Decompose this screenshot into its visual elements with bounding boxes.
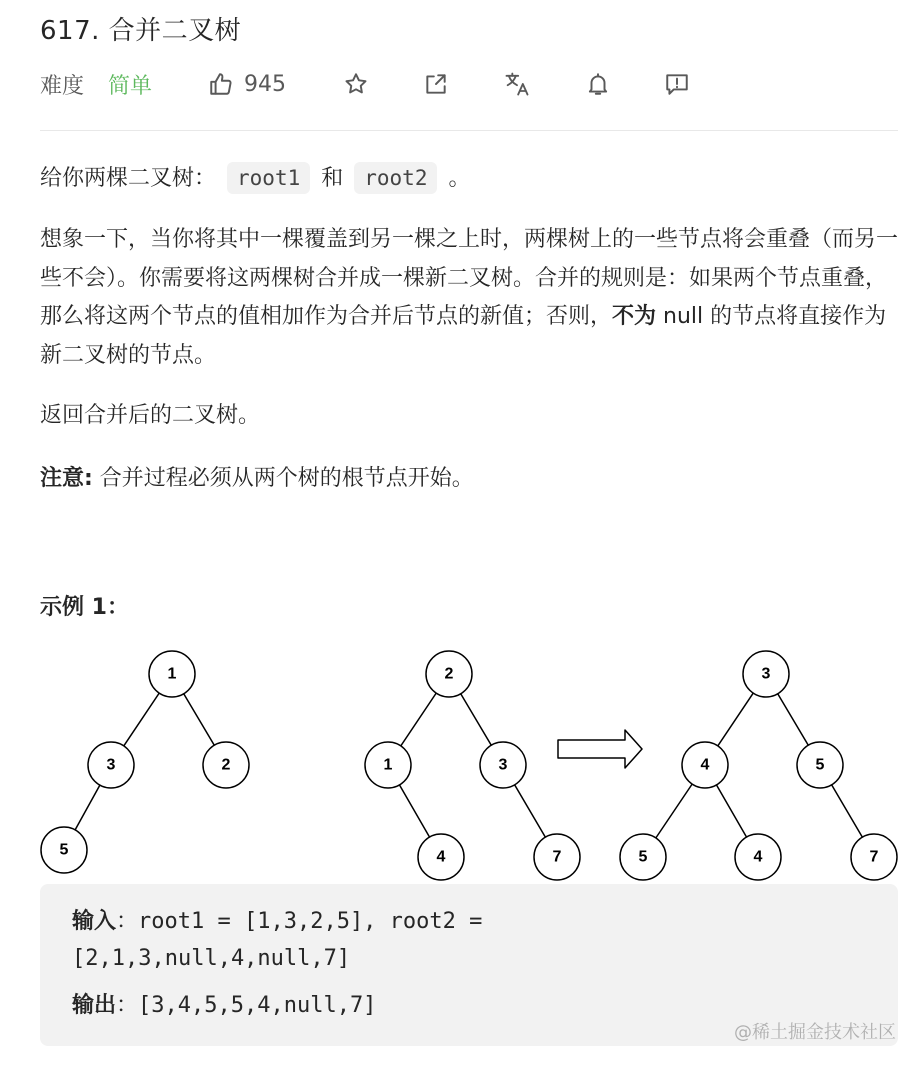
tree2-node-label: 3 — [498, 756, 508, 774]
inline-code-root1: root1 — [227, 162, 310, 194]
tree-edges — [64, 674, 874, 857]
favorite-button[interactable] — [343, 66, 369, 102]
note-text: 合并过程必须从两个树的根节点开始。 — [92, 466, 474, 491]
p1-suffix: 。 — [448, 166, 471, 191]
input-line-1 — [72, 904, 482, 935]
note-label: 注意: — [40, 466, 93, 491]
tree1-node-label: 1 — [167, 665, 177, 683]
merged-node-label: 4 — [700, 756, 710, 774]
star-icon — [343, 71, 369, 97]
problem-toolbar — [40, 66, 900, 102]
header-divider — [40, 130, 898, 131]
difficulty-label: 难度 — [40, 73, 85, 99]
example-title: 示例 1： — [40, 595, 129, 620]
share-icon — [423, 71, 449, 97]
feedback-button[interactable] — [664, 66, 690, 102]
example-tree-diagram — [0, 640, 922, 890]
tree2-node-label: 7 — [552, 848, 562, 866]
thumbs-up-icon — [208, 71, 234, 97]
feedback-icon — [664, 71, 690, 97]
watermark: @稀土掘金技术社区 — [734, 1022, 896, 1043]
input-line-2: [2,1,3,null,4,null,7] — [72, 946, 351, 971]
like-button[interactable] — [208, 66, 286, 102]
bell-icon — [585, 71, 611, 97]
translate-icon — [503, 70, 531, 98]
output-value: ：[3,4,5,5,4,null,7] — [116, 993, 377, 1018]
p2-part1: 想象一下，当你将其中一棵覆盖到另一棵之上时，两棵树上的一些节点将会重叠（而另一些不会）。你需要将这两棵树合并成一棵新二叉树。合并的规则是：如果两个节点重叠，那么将这两个节点的值相加作为合并后节点的新值；否则， — [40, 227, 899, 329]
tree1-node-label: 2 — [221, 756, 231, 774]
inline-code-root2: root2 — [354, 162, 437, 194]
merged-node-label: 5 — [638, 848, 648, 866]
translate-button[interactable] — [503, 66, 531, 102]
description-paragraph-1 — [40, 158, 900, 199]
output-label: 输出 — [72, 993, 117, 1018]
share-button[interactable] — [423, 66, 449, 102]
like-count: 945 — [244, 71, 286, 97]
description-paragraph-2 — [40, 221, 900, 375]
input-label: 输入 — [72, 909, 117, 934]
merged-node-label: 5 — [815, 756, 825, 774]
p2-bold: 不为 — [612, 304, 657, 329]
output-line — [72, 988, 376, 1019]
description-paragraph-3: 返回合并后的二叉树。 — [40, 403, 261, 428]
tree1-node-label: 3 — [106, 756, 116, 774]
problem-title: 617. 合并二叉树 — [40, 16, 242, 46]
merged-node-label: 7 — [869, 848, 879, 866]
difficulty-value: 简单 — [108, 73, 153, 99]
note-paragraph — [40, 459, 900, 499]
tree2-node-label: 4 — [436, 848, 446, 866]
input-value-1: ：root1 = [1,3,2,5], root2 = — [116, 909, 483, 934]
merged-node-label: 3 — [761, 665, 771, 683]
p1-mid: 和 — [321, 166, 344, 191]
merged-node-label: 4 — [753, 848, 763, 866]
tree1-node-label: 5 — [59, 841, 69, 859]
p2-part2: null 的节点将直接作为新二叉树的节点。 — [40, 304, 887, 368]
p1-prefix: 给你两棵二叉树： — [40, 166, 217, 191]
merge-arrow-icon — [558, 730, 642, 768]
notification-button[interactable] — [585, 66, 611, 102]
tree2-node-label: 2 — [444, 665, 454, 683]
tree2-node-label: 1 — [383, 756, 393, 774]
